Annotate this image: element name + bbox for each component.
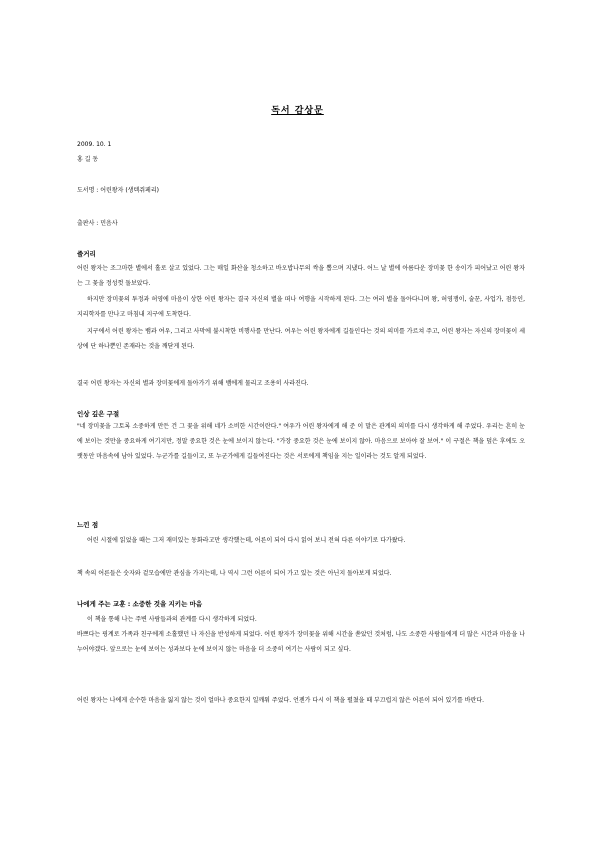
summary-paragraph-3: 지구에서 어린 왕자는 뱀과 여우, 그리고 사막에 불시착한 비행사를 만난다. 여우는 어린 왕자에게 길들인다는 것의 의미를 가르쳐 주고, 어린 왕자는 자신의 장미꽃이 세상에 단 하나뿐인 존재라는 것을 깨닫게 된다. xyxy=(77,328,525,350)
meta-line-3: 도서명 : 어린왕자 (생텍쥐페리) xyxy=(77,187,159,194)
summary-paragraph-4: 결국 어린 왕자는 자신의 별과 장미꽃에게 돌아가기 위해 뱀에게 물리고 조용히 사라진다. xyxy=(77,380,309,387)
section-heading-impression: 느낀 점 xyxy=(77,521,99,529)
summary-paragraph-1: 어린 왕자는 조그마한 별에서 홀로 살고 있었다. 그는 매일 화산을 청소하고 바오밥나무의 싹을 뽑으며 지냈다. 어느 날 별에 아름다운 장미꽃 한 송이가 피어났고 어린 왕자는 그 꽃을 정성껏 돌보았다. xyxy=(77,265,525,287)
impression-paragraph-2: 책 속의 어른들은 숫자와 겉모습에만 관심을 가지는데, 나 역시 그런 어른이 되어 가고 있는 것은 아닌지 돌아보게 되었다. xyxy=(77,570,392,577)
meta-line-4: 출판사 : 민음사 xyxy=(77,220,118,227)
summary-paragraph-2: 하지만 장미꽃의 투정과 허영에 마음이 상한 어린 왕자는 결국 자신의 별을 떠나 여행을 시작하게 된다. 그는 여러 별을 돌아다니며 왕, 허영쟁이, 술꾼, 사업가, 점등인, 지리학자를 만나고 마침내 지구에 도착한다. xyxy=(77,296,525,318)
section-heading-quote: 인상 깊은 구절 xyxy=(77,410,120,418)
section-heading-summary: 줄거리 xyxy=(77,250,96,258)
quote-paragraph-1: "네 장미꽃을 그토록 소중하게 만든 건 그 꽃을 위해 네가 소비한 시간이란다." 여우가 어린 왕자에게 해 준 이 말은 관계의 의미를 다시 생각하게 해 주었다. 우리는 흔히 눈에 보이는 것만을 중요하게 여기지만, 정말 중요한 것은 눈에 보이지 않는다. "가장 중요한 것은 눈에 보이지 않아. 마음으로 보아야 잘 보여." 이 구절은 책을 덮은 후에도 오랫동안 마음속에 남아 있었다. 누군가를 길들이고, 또 누군가에게 길들여진다는 것은 서로에게 책임을 지는 일이라는 것도 알게 되었다. xyxy=(77,423,525,460)
impression-paragraph-1: 어린 시절에 읽었을 때는 그저 재미있는 동화라고만 생각했는데, 어른이 되어 다시 읽어 보니 전혀 다른 이야기로 다가왔다. xyxy=(87,537,406,544)
meta-line-2: 홍 길 동 xyxy=(77,156,99,163)
lesson-paragraph-3: 어린 왕자는 나에게 순수한 마음을 잃지 않는 것이 얼마나 중요한지 일깨워 주었다. 언젠가 다시 이 책을 펼쳤을 때 부끄럽지 않은 어른이 되어 있기를 바란다. xyxy=(77,697,485,704)
meta-line-1: 2009. 10. 1 xyxy=(77,141,112,148)
section-heading-lesson: 나에게 주는 교훈 : 소중한 것을 지키는 마음 xyxy=(77,600,203,608)
lesson-paragraph-2: 바쁘다는 핑계로 가족과 친구에게 소홀했던 나 자신을 반성하게 되었다. 어린 왕자가 장미꽃을 위해 시간을 쏟았던 것처럼, 나도 소중한 사람들에게 더 많은 시간과 마음을 나누어야겠다. 앞으로는 눈에 보이는 성과보다 눈에 보이지 않는 마음을 더 소중히 여기는 사람이 되고 싶다. xyxy=(77,631,525,653)
lesson-paragraph-1: 이 책을 통해 나는 주변 사람들과의 관계를 다시 생각하게 되었다. xyxy=(87,616,257,623)
document-title: 독서 감상문 xyxy=(271,106,324,116)
